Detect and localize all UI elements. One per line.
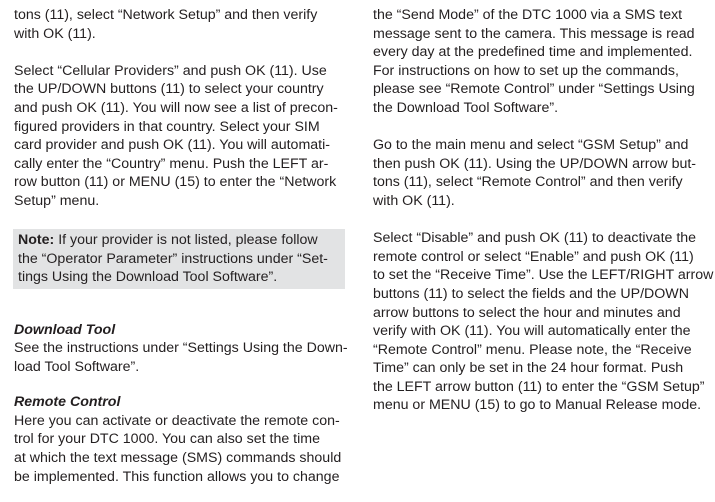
paragraph-gsm-setup — [373, 136, 706, 210]
text-line: and push OK (11). You will now see a list of precon- — [14, 99, 338, 116]
paragraph-send-mode — [373, 6, 706, 118]
heading-download-tool: Download Tool — [14, 321, 116, 338]
heading-remote-control: Remote Control — [14, 394, 121, 411]
text-line: the UP/DOWN buttons (11) to select your country — [14, 81, 324, 98]
text-line: card provider and push OK (11). You will automati- — [14, 137, 330, 154]
paragraph-remote-control — [14, 412, 344, 486]
text-line: remote control or select “Enable” and push OK (11) — [373, 248, 694, 265]
note-label: Note: — [18, 232, 55, 249]
text-line: with OK (11). — [14, 25, 96, 42]
note-box — [13, 229, 345, 289]
text-line: “Remote Control” menu. Please note, the “Receive — [373, 341, 692, 358]
text-line: then push OK (11). Using the UP/DOWN arrow but- — [373, 155, 697, 172]
paragraph-cellular-providers — [14, 62, 344, 211]
text-line: the LEFT arrow button (11) to enter the “GSM Setup” — [373, 378, 705, 395]
text-line: For instructions on how to set up the commands, — [373, 62, 679, 79]
text-line: with OK (11). — [373, 192, 455, 209]
text-line: cally enter the “Country” menu. Push the LEFT ar- — [14, 155, 329, 172]
text-line: Time” can only be set in the 24 hour format. Push — [373, 360, 684, 377]
text-line: message sent to the camera. This message is read — [373, 25, 695, 42]
note-text: If your provider is not listed, please follow — [54, 232, 318, 249]
text-line: tons (11), select “Network Setup” and then verify — [14, 7, 318, 23]
left-column — [14, 6, 348, 486]
text-line: arrow buttons to select the hour and minutes and — [373, 304, 681, 321]
text-line: menu or MENU (15) to go to Manual Release mode. — [373, 397, 702, 414]
note-first-line — [18, 231, 341, 250]
text-line: the “Send Mode” of the DTC 1000 via a SMS text — [373, 7, 683, 23]
text-line: Select “Cellular Providers” and push OK (11). Use — [14, 62, 327, 79]
text-line: buttons (11) to select the fields and the UP/DOWN — [373, 285, 689, 302]
text-line: at which the text message (SMS) commands should — [14, 450, 342, 467]
text-line: every day at the predefined time and implemented. — [373, 44, 693, 61]
note-line: the “Operator Parameter” instructions under “Set- — [18, 250, 328, 267]
text-line: Go to the main menu and select “GSM Setup” and — [373, 137, 689, 154]
text-line: figured providers in that country. Select your SIM — [14, 118, 320, 135]
text-line: row button (11) or MENU (15) to enter the “Network — [14, 174, 337, 191]
text-line: Here you can activate or deactivate the remote con- — [14, 412, 340, 429]
paragraph-network-setup — [14, 6, 344, 43]
text-line: trol for your DTC 1000. You can also set the time — [14, 431, 320, 448]
text-line: Setup” menu. — [14, 192, 100, 209]
note-line: tings Using the Download Tool Software”. — [18, 269, 278, 286]
text-line: See the instructions under “Settings Using the Down- — [14, 340, 348, 357]
text-line: the Download Tool Software”. — [373, 99, 559, 116]
paragraph-enable-disable — [373, 229, 714, 415]
right-column — [373, 6, 714, 415]
text-line: tons (11), select “Remote Control” and then verify — [373, 174, 683, 191]
text-line: to set the “Receive Time”. Use the LEFT/RIGHT arrow — [373, 267, 714, 284]
text-line: please see “Remote Control” under “Settings Using — [373, 81, 695, 98]
text-line: be implemented. This function allows you to change — [14, 468, 340, 485]
text-line: load Tool Software”. — [14, 358, 140, 375]
text-line: Select “Disable” and push OK (11) to deactivate the — [373, 230, 697, 247]
paragraph-download-tool — [14, 339, 348, 376]
text-line: verify with OK (11). You will automatically enter the — [373, 323, 691, 340]
